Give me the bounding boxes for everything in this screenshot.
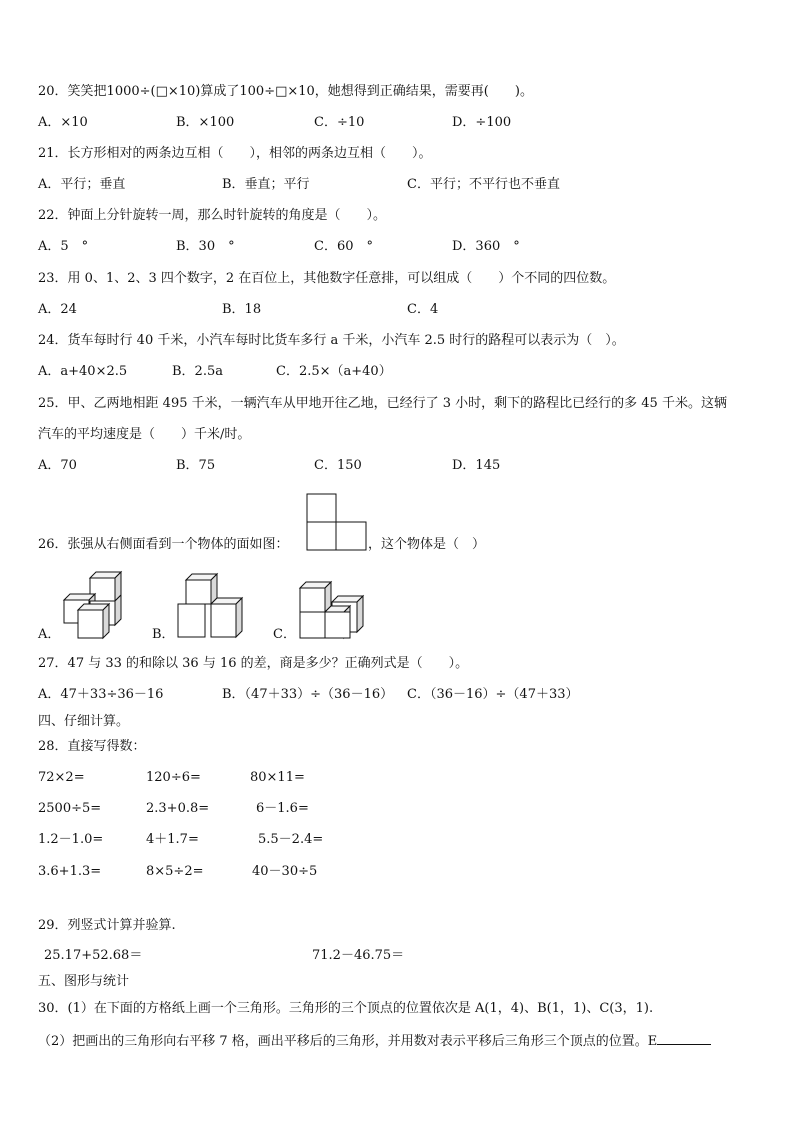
- q23-stem: 23．用 0、1、2、3 四个数字，2 在百位上，其他数字任意排，可以组成（ ）个不同的四位数。: [38, 271, 616, 286]
- q27-option-c[interactable]: C．（36－16）÷（47＋33）: [407, 687, 579, 702]
- q25-option-d[interactable]: D．145: [452, 458, 501, 473]
- q26-option-b-cubes[interactable]: [174, 572, 250, 640]
- cube-bottom-left: [178, 604, 205, 637]
- cube-top: [186, 574, 217, 604]
- q20-option-a[interactable]: A．×10: [38, 115, 88, 130]
- q27-stem: 27．47 与 33 的和除以 36 与 16 的差，商是多少？正确列式是（ ）。: [38, 656, 469, 671]
- q25-stem-line1: 25．甲、乙两地相距 495 千米，一辆汽车从甲地开往乙地，已经行了 3 小时，剩下的路程比已经行的多 45 千米。这辆: [38, 396, 727, 411]
- q29-item-1: 25.17+52.68＝: [44, 948, 143, 963]
- q28-item-1-3: 80×11=: [250, 770, 305, 785]
- q20-stem: 20．笑笑把1000÷(□×10)算成了100÷□×10，她想得到正确结果，需要再( )。: [38, 84, 533, 99]
- q28-item-2-3: 6－1.6=: [256, 801, 309, 816]
- q29-item-2: 71.2－46.75＝: [312, 948, 405, 963]
- q26-option-b[interactable]: B．: [152, 627, 175, 642]
- q25-option-b[interactable]: B．75: [176, 458, 216, 473]
- q29-stem: 29．列竖式计算并验算.: [38, 918, 176, 933]
- cube-front: [78, 604, 109, 638]
- q20-option-d[interactable]: D．÷100: [452, 115, 512, 130]
- q25-stem-line2: 汽车的平均速度是（ ）千米/时。: [38, 427, 251, 442]
- q25-option-a[interactable]: A．70: [38, 458, 77, 473]
- cube-bottom-right: [211, 598, 242, 637]
- q30-part-1: 30．(1）在下面的方格纸上画一个三角形。三角形的三个顶点的位置依次是 A(1，4)、B(1，1)、C(3，1).: [38, 1001, 654, 1016]
- q22-option-b[interactable]: B．30 °: [176, 239, 235, 254]
- q24-option-b[interactable]: B．2.5a: [172, 364, 223, 379]
- q24-option-c[interactable]: C．2.5×（a+40）: [276, 364, 392, 379]
- q22-option-d[interactable]: D．360 °: [452, 239, 520, 254]
- cube-top: [300, 582, 331, 612]
- q21-option-c[interactable]: C．平行；不平行也不垂直: [407, 177, 560, 192]
- q23-option-c[interactable]: C．4: [407, 302, 439, 317]
- side-view-square-bottom-left: [307, 522, 336, 550]
- q30-part-2: （2）把画出的三角形向右平移 7 格，画出平移后的三角形，并用数对表示平移后三角形三个顶点的位置。E: [38, 1034, 658, 1049]
- q28-item-3-3: 5.5－2.4=: [258, 832, 324, 847]
- q27-option-b[interactable]: B．（47＋33）÷（36－16）: [222, 687, 394, 702]
- q26-option-a[interactable]: A．: [38, 627, 61, 642]
- q21-stem: 21．长方形相对的两条边互相（ ），相邻的两条边互相（ ）。: [38, 146, 432, 161]
- cube-bottom-middle: [325, 606, 350, 638]
- q28-item-1-1: 72×2=: [38, 770, 85, 785]
- q28-item-4-1: 3.6+1.3=: [38, 864, 102, 879]
- q28-item-2-2: 2.3+0.8=: [146, 801, 210, 816]
- q20-option-c[interactable]: C．÷10: [314, 115, 365, 130]
- section-5-heading: 五、图形与统计: [38, 974, 130, 989]
- q28-item-3-2: 4＋1.7=: [146, 832, 199, 847]
- q27-option-a[interactable]: A．47＋33÷36－16: [38, 687, 164, 702]
- q23-option-b[interactable]: B．18: [222, 302, 262, 317]
- q28-stem: 28．直接写得数：: [38, 739, 146, 754]
- q22-option-a[interactable]: A．5 °: [38, 239, 89, 254]
- q26-stem-after: ，这个物体是（ ）: [368, 537, 486, 552]
- q20-option-b[interactable]: B．×100: [176, 115, 235, 130]
- q22-option-c[interactable]: C．60 °: [314, 239, 373, 254]
- side-view-figure: [306, 493, 368, 551]
- q23-option-a[interactable]: A．24: [38, 302, 77, 317]
- q28-item-4-2: 8×5÷2=: [146, 864, 204, 879]
- q28-item-3-1: 1.2－1.0=: [38, 832, 104, 847]
- side-view-square-bottom-right: [336, 522, 366, 550]
- q25-option-c[interactable]: C．150: [314, 458, 362, 473]
- q24-stem: 24．货车每时行 40 千米，小汽车每时比货车多行 a 千米，小汽车 2.5 时行的路程可以表示为（ ）。: [38, 333, 625, 348]
- q26-stem-before: 26．张强从右侧面看到一个物体的面如图：: [38, 537, 289, 552]
- q30-part-2-line: [38, 1032, 711, 1050]
- cube-bottom-left: [300, 612, 325, 638]
- q28-item-4-3: 40－30÷5: [252, 864, 318, 879]
- q28-item-2-1: 2500÷5=: [38, 801, 102, 816]
- q30-answer-blank[interactable]: [657, 1032, 711, 1045]
- side-view-square-top: [307, 494, 336, 522]
- q28-item-1-2: 120÷6=: [146, 770, 201, 785]
- q26-option-a-cubes[interactable]: [60, 570, 130, 640]
- q21-option-a[interactable]: A．平行；垂直: [38, 177, 126, 192]
- q26-option-c-cubes[interactable]: [294, 578, 370, 642]
- q21-option-b[interactable]: B．垂直；平行: [222, 177, 310, 192]
- q26-option-c[interactable]: C．: [273, 627, 296, 642]
- q24-option-a[interactable]: A．a+40×2.5: [38, 364, 128, 379]
- q22-stem: 22．钟面上分针旋转一周，那么时针旋转的角度是（ ）。: [38, 208, 387, 223]
- section-4-heading: 四、仔细计算。: [38, 714, 130, 729]
